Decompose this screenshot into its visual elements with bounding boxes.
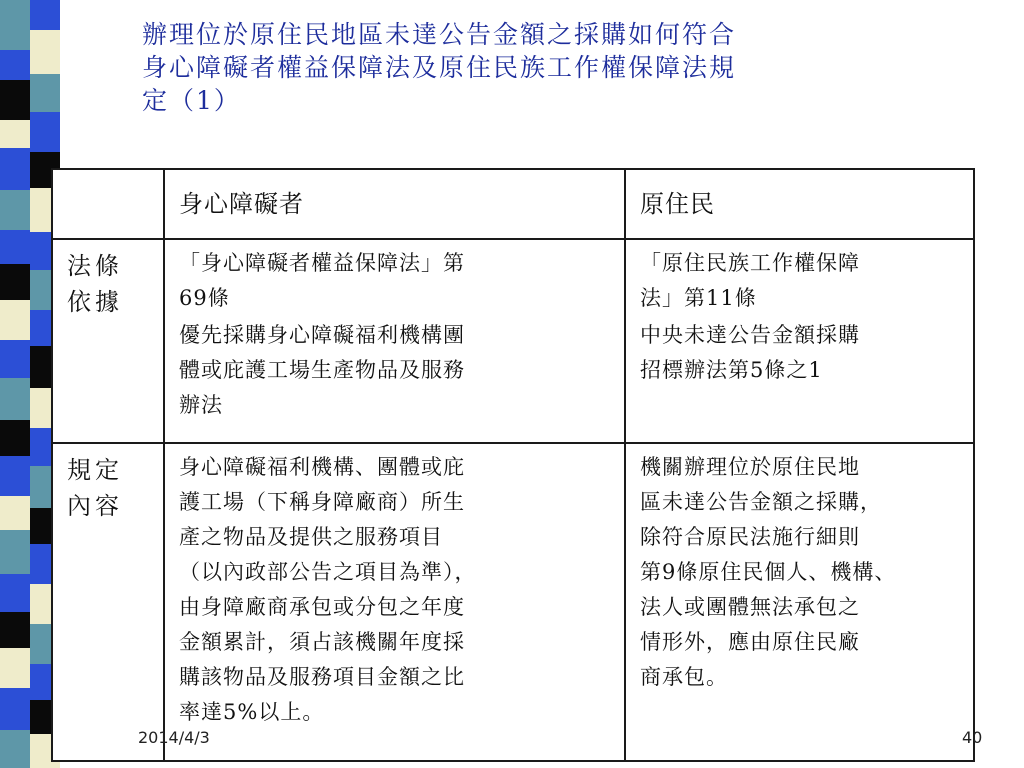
band-block [0,648,30,688]
band-block [0,730,30,768]
cell-paragraph: 身心障礙福利機構、團體或庇 護工場（下稱身障廠商）所生 產之物品及提供之服務項目 （以內政部公告之項目為準）， 由身障廠商承包或分包之年度 金額累計，須占該機關年度採 購該物品及服務項目金額之比 率達5%以上。 [179,455,477,724]
cell-disabled-provisions [164,443,625,761]
slide-title-line: 辦理位於原住民地區未達公告金額之採購如何符合 [142,20,737,49]
comparison-table [51,168,975,762]
band-block [30,0,60,30]
band-block [0,530,30,574]
band-column-left [0,0,30,768]
band-block [0,300,30,340]
band-block [0,0,30,50]
header-cell-disabled: 身心障礙者 [164,169,625,239]
page-number: 40 [962,728,983,747]
slide-title-line: 身心障礙者權益保障法及原住民族工作權保障法規 [142,53,737,82]
cell-disabled-legal-basis [164,239,625,443]
row-label-line: 內容 [67,492,123,520]
row-label-line: 依據 [67,288,123,316]
band-block [0,80,30,120]
band-block [0,148,30,190]
band-block [30,74,60,112]
header-cell-indigenous: 原住民 [625,169,974,239]
slide-title [142,18,942,117]
row-label-line: 法條 [67,252,123,280]
band-block [0,230,30,264]
band-block [0,496,30,530]
cell-paragraph: 機關辦理位於原住民地 區未達公告金額之採購， 除符合原民法施行細則 第9條原住民個人、機構、 法人或團體無法承包之 情形外，應由原住民廠 商承包。 [640,455,897,689]
band-block [0,420,30,456]
band-block [0,264,30,300]
band-block [0,190,30,230]
band-block [0,612,30,648]
cell-paragraph: 優先採購身心障礙福利機構團 體或庇護工場生產物品及服務 辦法 [179,323,465,417]
table-row [52,239,974,443]
band-block [0,688,30,730]
band-block [0,120,30,148]
band-block [0,378,30,420]
band-block [30,30,60,74]
cell-paragraph: 「身心障礙者權益保障法」第 69條 [179,251,465,310]
footer-date: 2014/4/3 [138,728,210,747]
cell-indigenous-legal-basis [625,239,974,443]
band-block [0,456,30,496]
cell-paragraph: 中央未達公告金額採購 招標辦法第5條之1 [640,323,860,382]
band-block [0,340,30,378]
cell-paragraph: 「原住民族工作權保障 法」第11條 [640,251,860,310]
header-cell-empty [52,169,164,239]
table-header-row [52,169,974,239]
table-row [52,443,974,761]
cell-indigenous-provisions [625,443,974,761]
row-label-line: 規定 [67,456,123,484]
slide-title-line: 定（1） [142,86,241,115]
band-block [0,574,30,612]
band-block [30,112,60,152]
row-label-provisions [52,443,164,761]
row-label-legal-basis [52,239,164,443]
band-block [0,50,30,80]
